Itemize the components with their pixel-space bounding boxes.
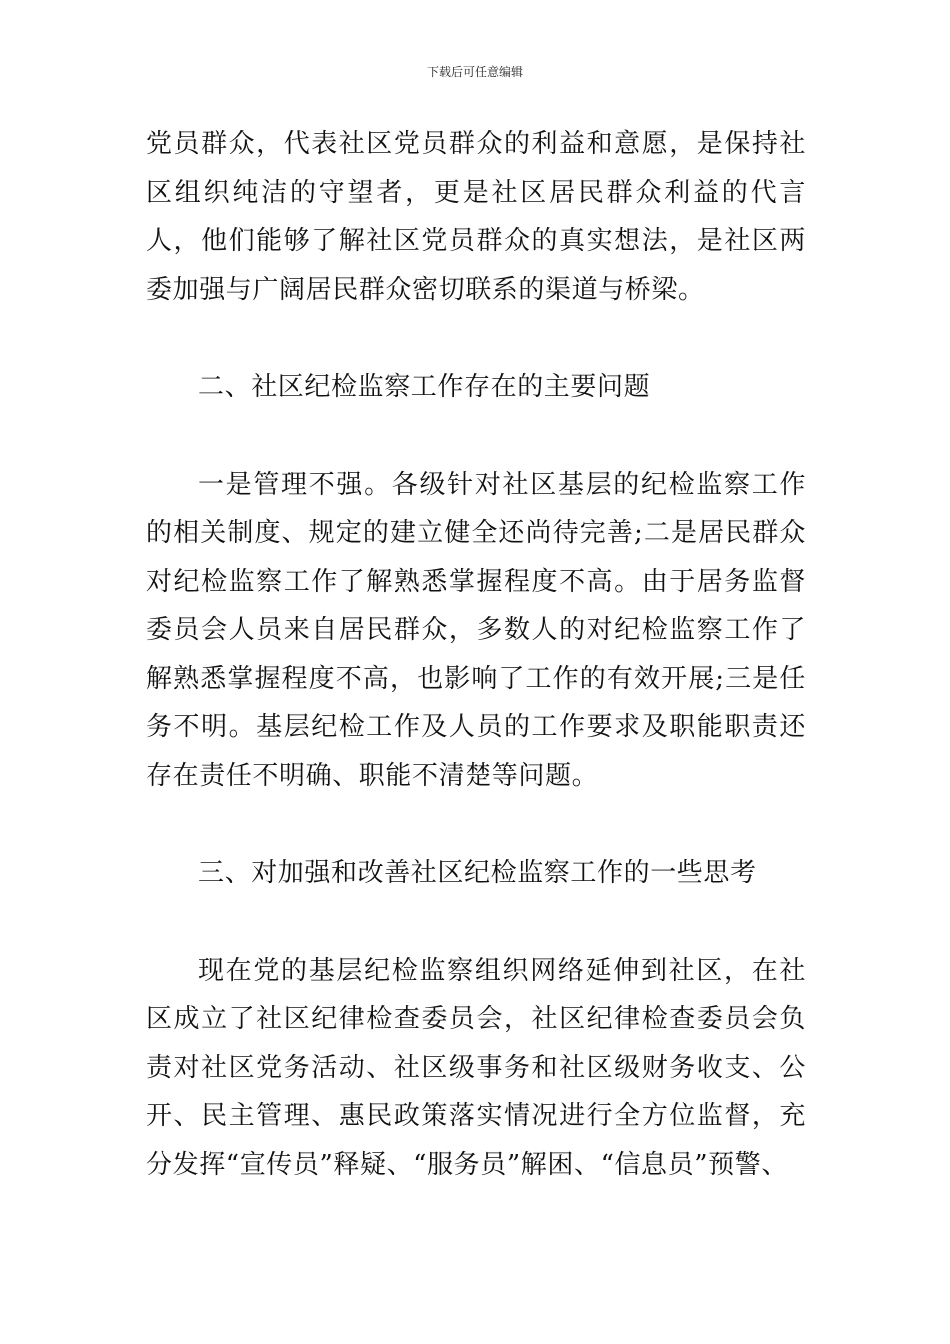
paragraph-gap xyxy=(146,898,806,947)
paragraph-problems: 一是管理不强。各级针对社区基层的纪检监察工作的相关制度、规定的建立健全还尚待完善;二是居民群众对纪检监察工作了解熟悉掌握程度不高。由于居务监督委员会人员来自居民群众，多数人的对纪检监察工作了解熟悉掌握程度不高，也影响了工作的有效开展;三是任务不明。基层纪检工作及人员的工作要求及职能职责还存在责任不明确、职能不清楚等问题。 xyxy=(146,469,806,791)
page-header: 下载后可任意编辑 xyxy=(426,65,523,79)
document-body xyxy=(146,120,806,1189)
paragraph-continuation: 党员群众，代表社区党员群众的利益和意愿，是保持社区组织纯洁的守望者，更是社区居民群众利益的代言人，他们能够了解社区党员群众的真实想法，是社区两委加强与广阔居民群众密切联系的渠道与桥梁。 xyxy=(146,129,806,305)
paragraph-gap xyxy=(146,314,806,363)
paragraph-gap xyxy=(146,800,806,849)
paragraph-gap xyxy=(146,412,806,461)
paragraph-thoughts: 现在党的基层纪检监察组织网络延伸到社区，在社区成立了社区纪律检查委员会，社区纪律检查委员会负责对社区党务活动、社区级事务和社区级财务收支、公开、民主管理、惠民政策落实情况进行全方位监督，充分发挥“宣传员”释疑、“服务员”解困、“信息员”预警、 xyxy=(146,955,806,1180)
section-heading-3: 三、对加强和改善社区纪检监察工作的一些思考 xyxy=(198,858,757,888)
section-heading-2: 二、社区纪检监察工作存在的主要问题 xyxy=(198,372,651,402)
